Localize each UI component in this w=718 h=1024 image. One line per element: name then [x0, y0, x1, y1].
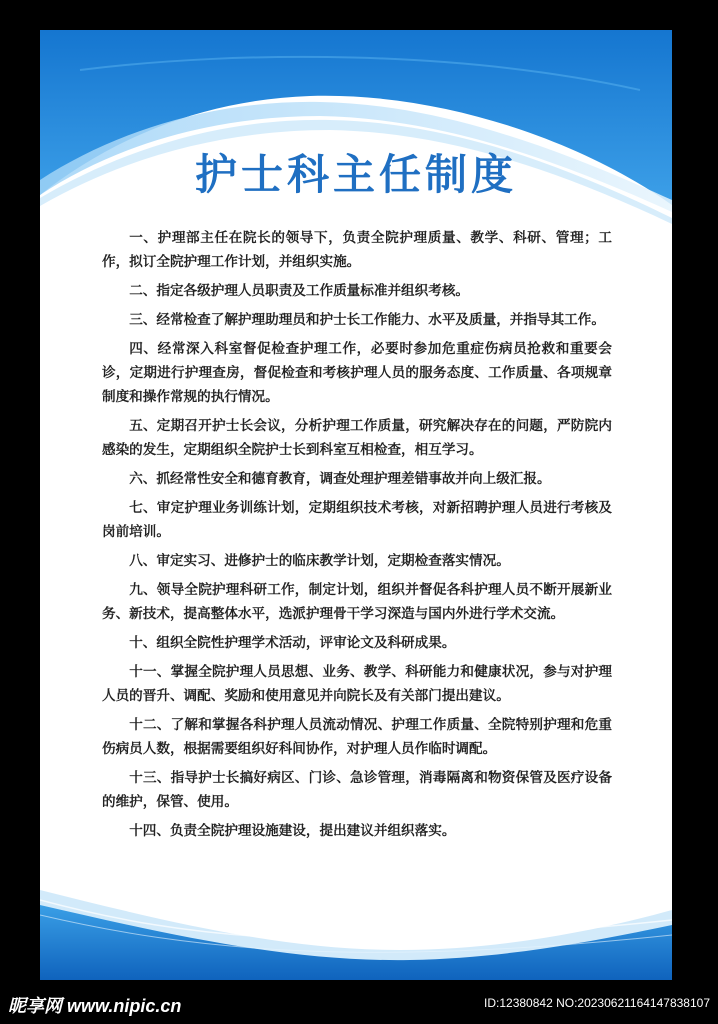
regulation-item: 十一、掌握全院护理人员思想、业务、教学、科研能力和健康状况，参与对护理人员的晋升、调配、奖励和使用意见并向院长及有关部门提出建议。 — [102, 664, 612, 704]
regulation-list — [102, 226, 612, 848]
regulation-item: 二、指定各级护理人员职责及工作质量标准并组织考核。 — [129, 283, 470, 299]
regulation-item: 七、审定护理业务训练计划，定期组织技术考核，对新招聘护理人员进行考核及岗前培训。 — [102, 500, 612, 540]
page-title: 护士科主任制度 — [194, 150, 517, 199]
poster-board — [40, 30, 672, 980]
bottom-wave-decoration — [40, 880, 672, 980]
site-watermark: 昵享网 www.nipic.cn — [8, 996, 182, 1016]
regulation-item: 十三、指导护士长搞好病区、门诊、急诊管理，消毒隔离和物资保管及医疗设备的维护，保管、使用。 — [102, 770, 612, 810]
regulation-item: 十二、了解和掌握各科护理人员流动情况、护理工作质量、全院特别护理和危重伤病员人数，根据需要组织好科间协作，对护理人员作临时调配。 — [102, 717, 612, 757]
regulation-item: 九、领导全院护理科研工作，制定计划，组织并督促各科护理人员不断开展新业务、新技术，提高整体水平，选派护理骨干学习深造与国内外进行学术交流。 — [102, 582, 612, 622]
regulation-item: 八、审定实习、进修护士的临床教学计划，定期检查落实情况。 — [129, 553, 510, 569]
image-id-watermark: ID:12380842 NO:20230621164147838107 — [484, 996, 710, 1010]
regulation-item: 六、抓经常性安全和德育教育，调查处理护理差错事故并向上级汇报。 — [129, 471, 551, 487]
regulation-item: 五、定期召开护士长会议，分析护理工作质量，研究解决存在的问题，严防院内感染的发生，定期组织全院护士长到科室互相检查，相互学习。 — [102, 418, 612, 458]
regulation-item: 一、护理部主任在院长的领导下，负责全院护理质量、教学、科研、管理；工作，拟订全院护理工作计划，并组织实施。 — [102, 230, 612, 270]
regulation-item: 四、经常深入科室督促检查护理工作，必要时参加危重症伤病员抢救和重要会诊，定期进行护理查房，督促检查和考核护理人员的服务态度、工作质量、各项规章制度和操作常规的执行情况。 — [102, 341, 612, 405]
regulation-item: 十、组织全院性护理学术活动，评审论文及科研成果。 — [129, 635, 456, 651]
regulation-item: 三、经常检查了解护理助理员和护士长工作能力、水平及质量，并指导其工作。 — [129, 312, 605, 328]
regulation-item: 十四、负责全院护理设施建设，提出建议并组织落实。 — [129, 823, 456, 839]
